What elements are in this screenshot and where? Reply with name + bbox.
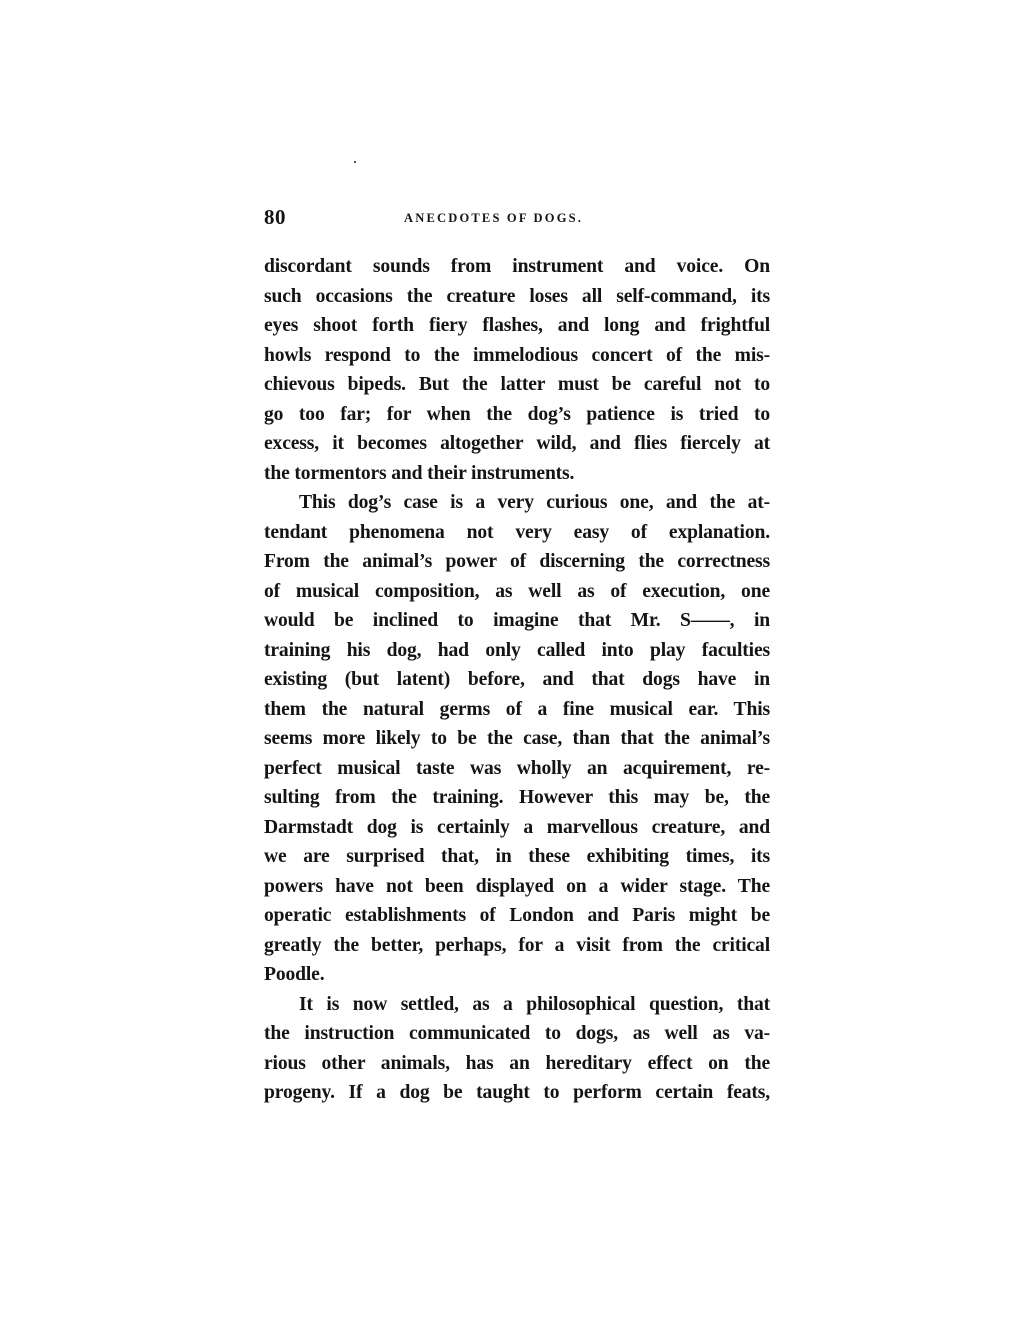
text-line: Poodle. bbox=[264, 964, 325, 985]
text-line: them the natural germs of a fine musical ear. This bbox=[264, 698, 770, 720]
page-header bbox=[264, 205, 770, 229]
page-number: 80 bbox=[264, 205, 286, 229]
text-line: would be inclined to imagine that Mr. S——, in bbox=[264, 610, 770, 631]
text-line: progeny. If a dog be taught to perform certain feats, bbox=[264, 1082, 770, 1103]
text-line: perfect musical taste was wholly an acquirement, re- bbox=[264, 757, 770, 779]
text-line: seems more likely to be the case, than that the animal’s bbox=[264, 728, 770, 749]
text-line: It is now settled, as a philosophical question, that bbox=[299, 993, 770, 1015]
text-line: the instruction communicated to dogs, as well as va- bbox=[264, 1023, 770, 1044]
text-line: tendant phenomena not very easy of explanation. bbox=[264, 521, 770, 543]
text-line: From the animal’s power of discerning the correctness bbox=[264, 551, 770, 572]
text-line: Darmstadt dog is certainly a marvellous creature, and bbox=[264, 816, 770, 838]
text-line: rious other animals, has an hereditary effect on the bbox=[264, 1052, 770, 1074]
text-line: we are surprised that, in these exhibiting times, its bbox=[264, 846, 770, 867]
paragraph-3 bbox=[264, 990, 770, 1108]
text-line: sulting from the training. However this may be, the bbox=[264, 787, 770, 808]
text-line: eyes shoot forth fiery flashes, and long and frightful bbox=[264, 315, 770, 336]
text-line: go too far; for when the dog’s patience is tried to bbox=[264, 403, 770, 425]
text-line: the tormentors and their instruments. bbox=[264, 462, 575, 484]
text-line: such occasions the creature loses all self-command, its bbox=[264, 285, 770, 307]
text-line: existing (but latent) before, and that dogs have in bbox=[264, 669, 770, 690]
text-line: This dog’s case is a very curious one, and the at- bbox=[299, 492, 770, 513]
text-line: training his dog, had only called into play faculties bbox=[264, 639, 770, 661]
text-line: howls respond to the immelodious concert of the mis- bbox=[264, 344, 770, 366]
paragraph-2 bbox=[264, 488, 770, 990]
scan-speck bbox=[354, 161, 356, 163]
text-line: discordant sounds from instrument and voice. On bbox=[264, 256, 770, 277]
running-title: ANECDOTES OF DOGS. bbox=[404, 211, 584, 225]
text-line: greatly the better, perhaps, for a visit from the critical bbox=[264, 934, 770, 956]
text-line: powers have not been displayed on a wider stage. The bbox=[264, 875, 770, 897]
text-line: chievous bipeds. But the latter must be careful not to bbox=[264, 374, 770, 395]
text-line: excess, it becomes altogether wild, and flies fiercely at bbox=[264, 433, 770, 454]
paragraph-1 bbox=[264, 252, 770, 488]
text-line: of musical composition, as well as of execution, one bbox=[264, 580, 770, 602]
text-line: operatic establishments of London and Paris might be bbox=[264, 905, 770, 926]
body-text bbox=[264, 252, 770, 1108]
